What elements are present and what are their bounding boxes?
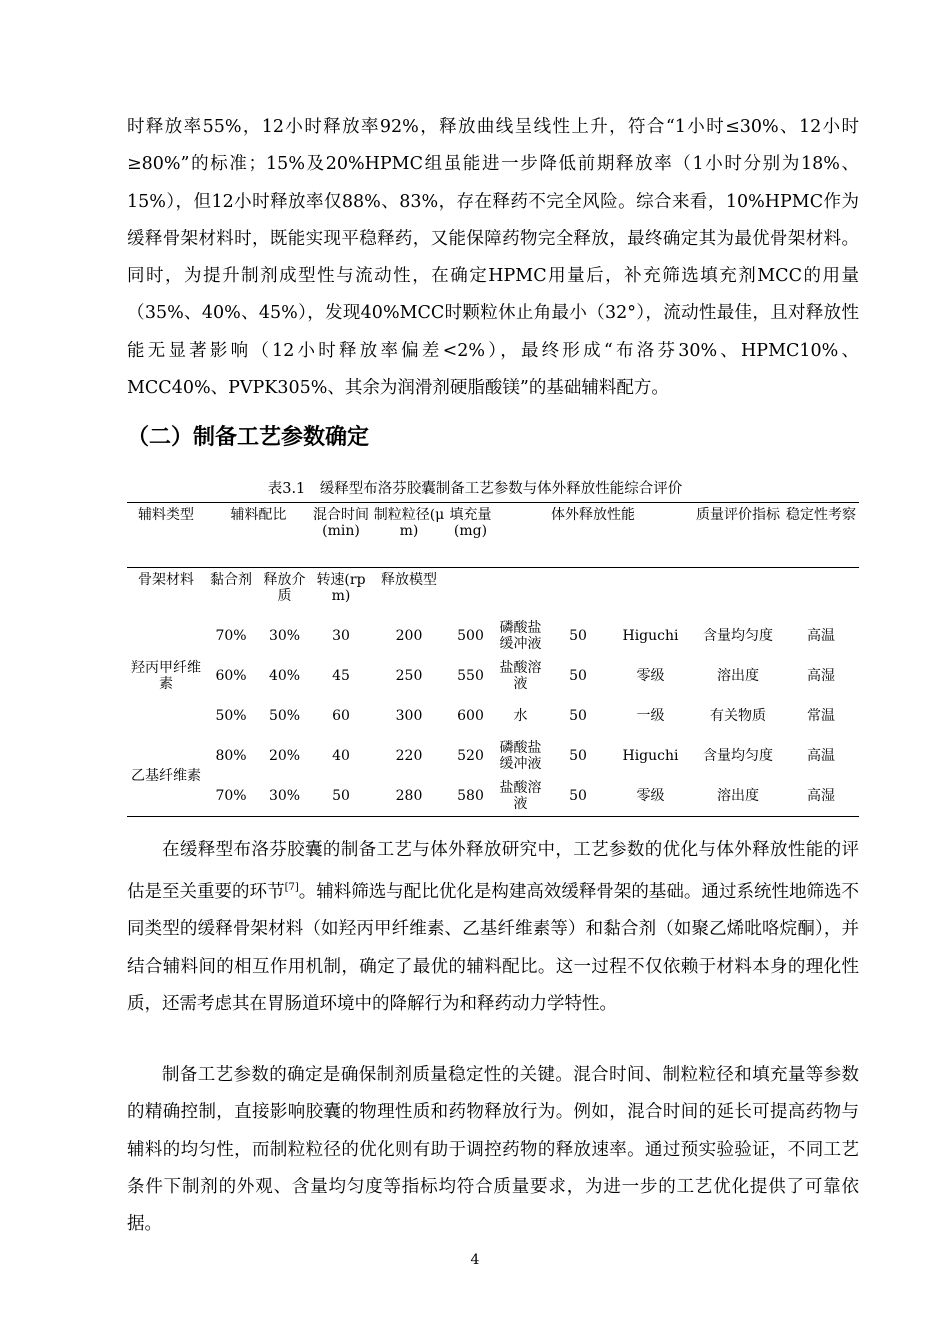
cell-speed: 50 [569,668,587,684]
table-row [127,656,859,696]
cell-granule-size: 280 [370,776,448,817]
cell-model: Higuchi [622,748,679,764]
header-fill-amount: 填充量(mg) [448,503,493,568]
header-granule-size: 制粒粒径(μm) [370,503,448,568]
table-row [127,696,859,736]
cell-mix-time: 60 [332,708,350,724]
table-header-row-2 [127,568,859,617]
cell-speed: 50 [569,748,587,764]
table-caption: 表3.1 缓释型布洛芬胶囊制备工艺参数与体外释放性能综合评价 [267,481,683,497]
cell-binder: 30% [268,628,301,644]
header-material-type: 辅料类型 [127,503,205,568]
cell-stability: 常温 [807,708,835,724]
cell-granule-size: 200 [395,628,423,644]
cell-stability: 高湿 [807,668,835,684]
cell-mix-time: 45 [332,668,350,684]
cell-medium: 磷酸盐缓冲液 [499,740,542,772]
subheader-release-medium: 释放介质 [263,572,306,604]
cell-granule-size: 250 [395,668,423,684]
cell-fill: 520 [457,748,484,764]
table-header-row-1 [127,503,859,568]
cell-medium: 盐酸溶液 [493,776,548,817]
cell-granule-size: 300 [395,708,423,724]
cell-granule-size: 220 [395,748,423,764]
cell-speed: 50 [569,708,587,724]
group-name: 乙基纤维素 [127,736,205,817]
cell-speed: 50 [548,776,608,817]
cell-stability: 高湿 [783,776,859,817]
cell-quality: 有关物质 [710,708,766,724]
cell-binder: 40% [268,668,301,684]
paragraph-2 [127,832,859,1023]
table-row [127,736,859,776]
cell-stability: 高温 [807,748,835,764]
process-parameter-table [127,502,859,817]
cell-mix-time: 30 [332,628,350,644]
subheader-release-model: 释放模型 [381,572,437,588]
cell-binder: 30% [257,776,312,817]
paragraph-2-text-cont: 。辅料筛选与配比优化是构建高效缓释骨架的基础。通过系统性地筛选不同类型的缓释骨架材料（如羟丙甲纤维素、乙基纤维素等）和黏合剂（如聚乙烯吡咯烷酮），并结合辅料间的相互作用机制，确定了最优的辅料配比。这一过程不仅依赖于材料本身的理化性质，还需考虑其在胃肠道环境中的降解行为和释药动力学特性。 [127,882,860,1015]
cell-quality: 含量均匀度 [703,628,773,644]
cell-quality: 溶出度 [693,776,783,817]
header-release: 体外释放性能 [493,503,693,568]
cell-fill: 550 [457,668,484,684]
header-ratio: 辅料配比 [205,503,312,568]
subheader-binder: 黏合剂 [210,572,252,588]
cell-skeleton: 80% [215,748,247,764]
header-stability: 稳定性考察 [783,503,859,568]
group-name: 羟丙甲纤维素 [131,660,201,692]
paragraph-3: 制备工艺参数的确定是确保制剂质量稳定性的关键。混合时间、制粒粒径和填充量等参数的精确控制，直接影响胶囊的物理性质和药物释放行为。例如，混合时间的延长可提高药物与辅料的均匀性，而制粒粒径的优化则有助于调控药物的释放速率。通过预实验验证，不同工艺条件下制剂的外观、含量均匀度等指标均符合质量要求，为进一步的工艺优化提供了可靠依据。 [127,1065,859,1235]
cell-binder: 50% [268,708,301,724]
paragraph-2-text: 在缓释型布洛芬胶囊的制备工艺与体外释放研究中，工艺参数的优化与体外释放性能的评估是至关重要的环节 [127,840,859,903]
cell-model: Higuchi [622,628,679,644]
cell-model: 零级 [608,776,693,817]
cell-skeleton: 60% [215,668,247,684]
cell-binder: 20% [268,748,301,764]
cell-fill: 500 [457,628,484,644]
cell-medium: 水 [513,708,528,724]
subheader-speed: 转速(rpm) [316,572,366,604]
paragraph-1: 时释放率55%，12小时释放率92%，释放曲线呈线性上升，符合“1小时≤30%、12小时≥80%”的标准；15%及20%HPMC组虽能进一步降低前期释放率（1小时分别为18%、15%），但12小时释放率仅88%、83%，存在释药不完全风险。综合来看，10%HPMC作为缓释骨架材料时，既能实现平稳释药，又能保障药物完全释放，最终确定其为最优骨架材料。同时，为提升制剂成型性与流动性，在确定HPMC用量后，补充筛选填充剂MCC的用量（35%、40%、45%），发现40%MCC时颗粒休止角最小（32°），流动性最佳，且对释放性能无显著影响（12小时释放率偏差<2%），最终形成“布洛芬30%、HPMC10%、MCC40%、PVPK305%、其余为润滑剂硬脂酸镁”的基础辅料配方。 [127,117,859,399]
cell-stability: 高温 [807,628,835,644]
table-row [127,776,859,817]
cell-fill: 580 [448,776,493,817]
header-quality: 质量评价指标 [693,503,783,568]
cell-medium: 盐酸溶液 [499,660,542,692]
cell-quality: 溶出度 [717,668,759,684]
citation-ref: [7] [284,882,299,894]
cell-medium: 磷酸盐缓冲液 [499,620,542,652]
cell-mix-time: 40 [332,748,350,764]
page-number: 4 [470,1252,480,1268]
cell-skeleton: 70% [215,628,247,644]
cell-fill: 600 [457,708,484,724]
subheader-skeleton: 骨架材料 [138,572,194,588]
table-row [127,616,859,656]
cell-speed: 50 [569,628,587,644]
cell-model: 零级 [636,668,665,684]
cell-skeleton: 70% [205,776,257,817]
cell-model: 一级 [636,708,665,724]
cell-mix-time: 50 [312,776,370,817]
cell-quality: 含量均匀度 [703,748,773,764]
header-mix-time: 混合时间(min) [312,503,370,568]
cell-skeleton: 50% [215,708,247,724]
section-heading: （二）制备工艺参数确定 [127,425,370,450]
